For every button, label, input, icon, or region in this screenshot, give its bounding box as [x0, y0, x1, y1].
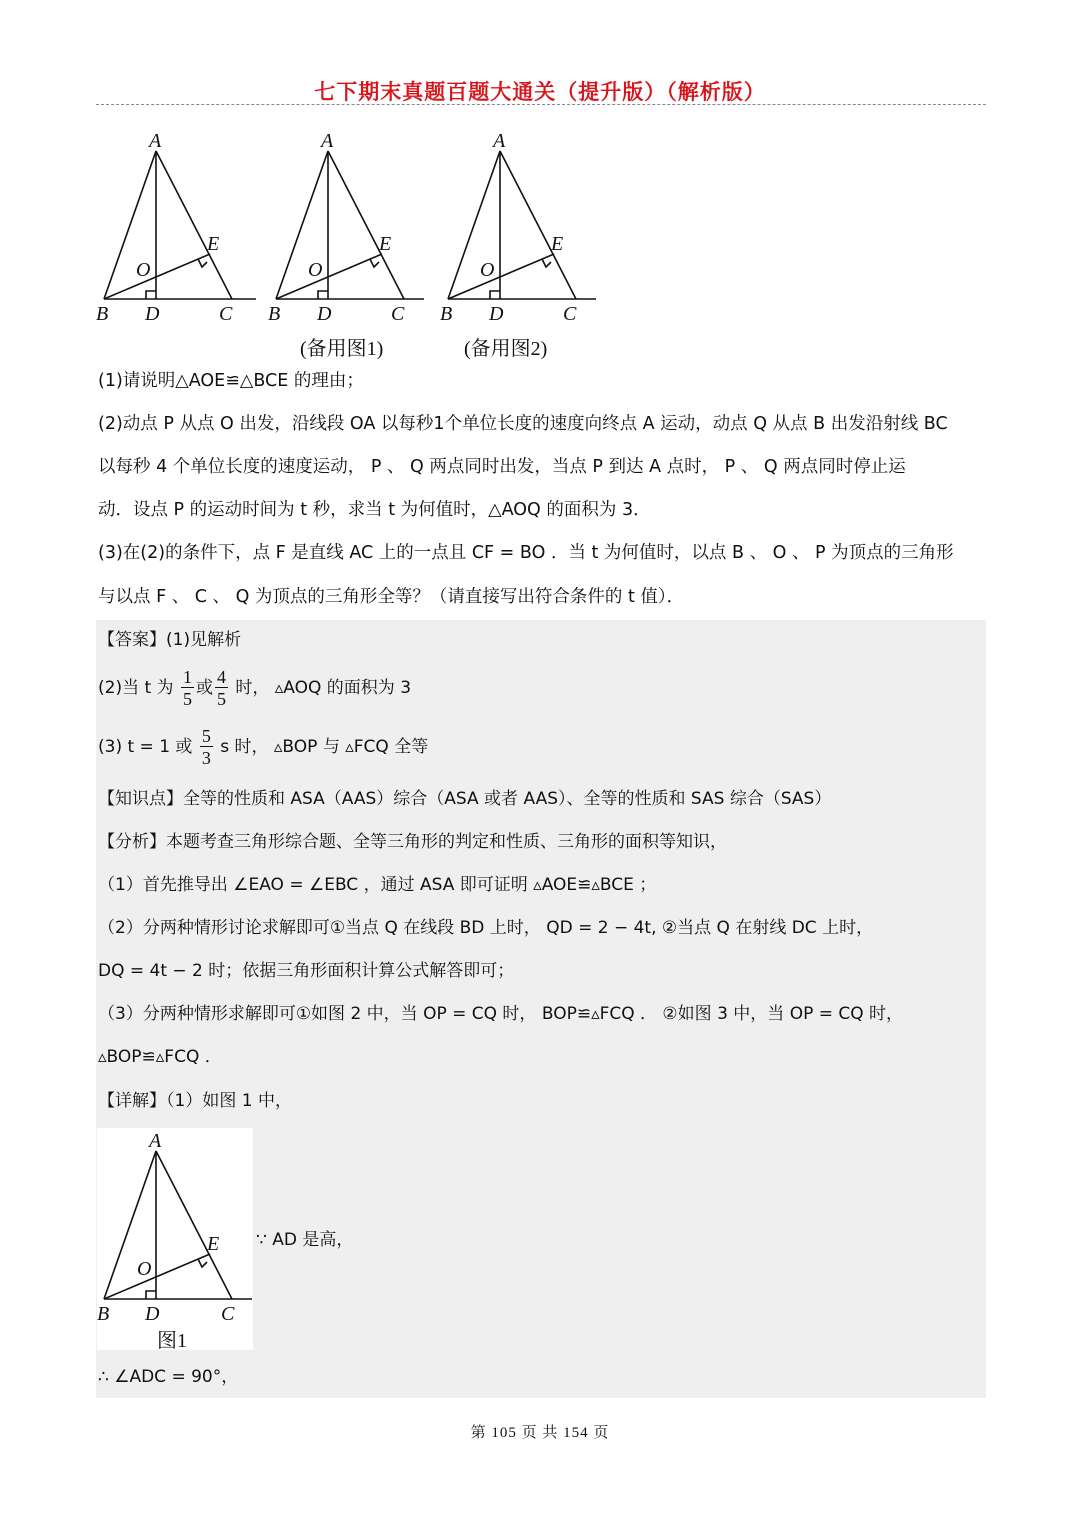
analysis-line: （2）分两种情形讨论求解即可①当点 Q 在线段 BD 上时， QD = 2 − 4t, ②当点 Q 在射线 DC 上时，	[98, 918, 874, 938]
question-line: (2)动点 P 从点 O 出发，沿线段 OA 以每秒1个单位长度的速度向终点 A 运动，动点 Q 从点 B 出发沿射线 BC	[98, 414, 948, 434]
fraction-four-fifths: $\frac{4}{5}$	[216, 667, 226, 709]
question-line: 与以点 F 、 C 、 Q 为顶点的三角形全等？（请直接写出符合条件的 t 值）．	[98, 587, 685, 607]
answer-3-suffix: s 时， ▵BOP 与 ▵FCQ 全等	[220, 737, 429, 757]
label-c: C	[563, 303, 577, 325]
analysis-line: 【分析】本题考查三角形综合题、全等三角形的判定和性质、三角形的面积等知识，	[98, 832, 727, 852]
page-number: 第 105 页 共 154 页	[470, 1425, 610, 1441]
label-b: B	[96, 303, 109, 325]
figure-1-caption: 图1	[157, 1330, 187, 1352]
caption-backup-2: (备用图2)	[464, 338, 548, 360]
question-line: (3)在(2)的条件下，点 F 是直线 AC 上的一点且 CF = BO ．当 t 为何值时，以点 B 、 O 、 P 为顶点的三角形	[98, 543, 954, 563]
question-line: 以每秒 4 个单位长度的速度运动， P 、 Q 两点同时出发，当点 P 到达 A 点时， P 、 Q 两点同时停止运	[98, 457, 906, 477]
caption-backup-1: (备用图1)	[300, 338, 384, 360]
answer-3-prefix: (3) t = 1 或	[98, 737, 193, 757]
question-line: (1)请说明△AOE≌△BCE 的理由；	[98, 371, 364, 391]
label-e: E	[551, 233, 564, 255]
triangle-figures-svg	[0, 0, 1080, 360]
label-b: B	[97, 1303, 110, 1325]
label-a: A	[493, 130, 506, 152]
analysis-line: （3）分两种情形求解即可①如图 2 中，当 OP = CQ 时， BOP≌▵FCQ ． ②如图 3 中，当 OP = CQ 时，	[98, 1004, 904, 1024]
answer-part-2	[98, 668, 411, 708]
label-d: D	[145, 1303, 160, 1325]
label-a: A	[149, 130, 162, 152]
label-o: O	[308, 259, 323, 281]
label-b: B	[268, 303, 281, 325]
analysis-line: DQ = 4t − 2 时；依据三角形面积计算公式解答即可；	[98, 961, 515, 981]
label-e: E	[207, 1233, 220, 1255]
answer-part-3	[98, 727, 428, 767]
detail-heading: 【详解】（1）如图 1 中，	[98, 1091, 292, 1111]
label-a: A	[149, 1130, 162, 1152]
analysis-line: （1）首先推导出 ∠EAO = ∠EBC ，通过 ASA 即可证明 ▵AOE≌▵BCE ；	[98, 875, 657, 895]
label-c: C	[219, 303, 233, 325]
triangle-figure-main	[104, 151, 256, 299]
label-o: O	[136, 259, 151, 281]
document-title: 七下期末真题百题大通关（提升版）（解析版）	[314, 80, 766, 104]
knowledge-points: 【知识点】全等的性质和 ASA（AAS）综合（ASA 或者 AAS）、全等的性质和 SAS 综合（SAS）	[98, 789, 832, 809]
question-line: 动．设点 P 的运动时间为 t 秒，求当 t 为何值时，△AOQ 的面积为 3．	[98, 500, 651, 520]
label-d: D	[489, 303, 504, 325]
label-o: O	[137, 1258, 152, 1280]
answer-2-prefix: (2)当 t 为	[98, 678, 174, 698]
triangle-figure-backup-1	[276, 151, 424, 299]
label-c: C	[391, 303, 405, 325]
fraction-one-fifth: $\frac{1}{5}$	[182, 667, 192, 709]
or-word: 或	[195, 678, 213, 698]
answer-2-suffix: 时， ▵AOQ 的面积为 3	[235, 678, 412, 698]
because-statement: ∵ AD 是高，	[256, 1230, 354, 1250]
label-e: E	[207, 233, 220, 255]
top-figures	[0, 0, 1080, 360]
analysis-line: ▵BOP≌▵FCQ ．	[98, 1047, 222, 1067]
label-e: E	[379, 233, 392, 255]
therefore-statement: ∴ ∠ADC = 90°，	[98, 1367, 239, 1387]
figure-1	[97, 1128, 253, 1350]
label-d: D	[145, 303, 160, 325]
figure-1-svg	[97, 1128, 253, 1350]
fraction-five-thirds: $\frac{5}{3}$	[201, 726, 211, 768]
label-b: B	[440, 303, 453, 325]
label-c: C	[221, 1303, 235, 1325]
answer-heading: 【答案】(1)见解析	[98, 630, 242, 650]
triangle-figure-backup-2	[448, 151, 596, 299]
label-a: A	[321, 130, 334, 152]
label-o: O	[480, 259, 495, 281]
label-d: D	[317, 303, 332, 325]
